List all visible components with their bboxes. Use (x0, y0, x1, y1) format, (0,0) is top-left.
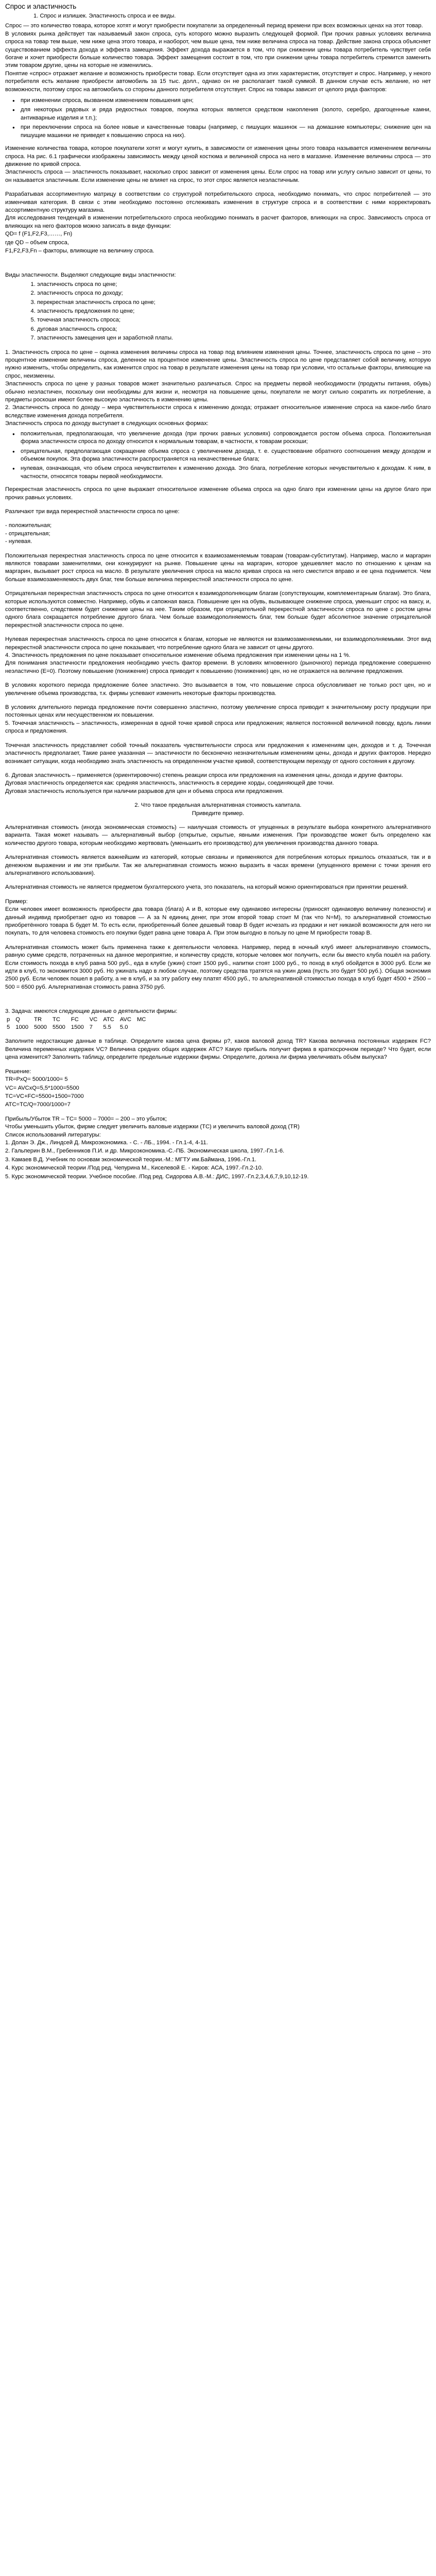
income-forms-list (5, 430, 431, 481)
table-row (5, 1024, 150, 1031)
formula-line: где QD – объем спроса, (5, 239, 69, 246)
factors-list (5, 97, 431, 140)
table-cell (135, 1024, 150, 1031)
table-cell: 1000 (15, 1024, 29, 1031)
table-cell: 5000 (34, 1024, 47, 1031)
paragraph-intro-1: Спрос — это количество товара, которое хотят и могут приобрести покупатели за определенный период времени при всех возможных ценах на этот товар. (5, 23, 423, 29)
paragraph-supply-long: В условиях длительного периода предложение почти совершенно эластично, поэтому увеличение спроса приводит к значительному росту продукции при постоянных ценах или несущественном их повышении. (5, 704, 431, 719)
cross-kinds-list (5, 522, 431, 546)
table-cell: 5 (7, 1024, 10, 1031)
table-cell: 7 (89, 1024, 93, 1031)
example-label: Пример: (5, 898, 28, 905)
list-item: 2. Гальперин В.М., Гребенников П.И. и др. Микроэкономика.-С.-ПБ. Экономическая школа, 1997.-Гл.1-6. (5, 1148, 285, 1155)
section-2-subheading: Приведите пример. (191, 810, 245, 817)
section-1-heading: 1. Спрос и излишек. Эластичность спроса и ее виды. (33, 13, 176, 19)
table-header-cell: p (7, 1016, 10, 1023)
firm-data-table (5, 1016, 150, 1032)
page-title: Спрос и эластичность (5, 3, 77, 10)
list-item: ● положительная, предполагающая, что увеличение дохода (при прочих равных условиях) сопровождается ростом объема спроса. Положительная форма эластичности спроса по доходу относится к нормальным товарам, в частности, к товарам роскоши; (21, 430, 431, 446)
list-item: 5. Курс экономической теории. Учебное пособие. /Под ред. Сидорова А.В.-М.: ДИС, 1997.-Гл.2,3,4,6,7,9,10,12-19. (5, 1173, 309, 1180)
solution-line: TR=PxQ= 5000/1000= 5 (5, 1076, 68, 1083)
list-item: 7. эластичность замещения цен и заработной платы. (37, 334, 431, 342)
paragraph-alt-cost-2: Альтернативная стоимость является важнейшим из категорий, которые связаны и применяются для потребления которых пришлось отказаться, так и в денежном выражении и им эти прибыли. Так же альтернативная стоимость можно выразить в часах времени (упущенного времени с точки зрения его альтернативного использования). (5, 854, 431, 876)
paragraph-trends: Для исследования тенденций в изменении потребительского спроса необходимо понимать в расчет факторов, влияющих на спрос. Зависимость спроса от влияющих на него факторов можно записать в виде функции: (5, 215, 431, 229)
paragraph-arc-elasticity-3: Дуговая эластичность используется при наличии разрывов для цен и объема спроса или предложения. (5, 788, 284, 794)
paragraph-example-2: Альтернативная стоимость может быть применена также к деятельности человека. Например, перед в ночный клуб имеет альтернативную стоимость, равную сумме средств, потраченных на данное мероприятие, и количеству средств, которые человек мог получить, если бы вместо клуба пошёл на работу. Если стоимость похода в клуб равна 500 руб., еда в клубе (ужин) стоит 1500 руб., напитки стоят 1000 руб., то поход в клуб обойдется в 3000 руб. Если же идти в клуб, то экономится 3000 руб. Но ужинать надо в любом случае, поэтому средства тратятся на ужин дома (пусть это будет 500 руб.). Общая экономия 2500 руб. Если человек пошел в работу, а не в клуб, и за эту работу ему платят 4500 руб., то альтернативной стоимостью похода в клуб будет 4500 + 2500 – 500 = 6500 руб. Альтернативная стоимость равна 3750 руб. (5, 944, 431, 990)
paragraph-supply-elasticity: 4. Эластичность предложения по цене показывает относительное изменение объема предложения при изменении цены на 1 %. (5, 652, 351, 659)
sources-list (5, 1139, 431, 1181)
task-heading: 3. Задача: имеются следующие данные о деятельности фирмы: (5, 1008, 178, 1015)
paragraph-cross-kinds-intro: Различают три вида перекрестной эластичности спроса по цене: (5, 508, 180, 515)
formula-line: F1,F2,F3,Fn – факторы, влияющие на величину спроса. (5, 247, 154, 254)
list-item: - отрицательная; (5, 530, 50, 537)
solution-heading: Решение: (5, 1068, 31, 1075)
table-header-row (5, 1016, 150, 1024)
paragraph-alt-cost: Альтернативная стоимость (иногда экономическая стоимость) — наилучшая стоимость от упущенных в результате выбора конкретного альтернативного варианта. Такая может называть — альтернативный выбор (открытые, скрытые, явными изменения. При производстве может быть определено как количество другого товара, которым необходимо жертвовать (уменьшить его производство) для увеличения производства данного товара. (5, 824, 431, 846)
paragraph-price-elasticity-2: Эластичность спроса по цене у разных товаров может значительно различаться. Спрос на предметы первой необходимости (продукты питания, обувь) обычно неэластичен, поскольку они необходимы для жизни и, несмотря на повышение цены, покупатели не могут сильно сократить их потребление, а предметы роскоши имеют более высокую эластичность в изменению цены. (5, 381, 431, 403)
section-2-heading: 2. Что такое предельная альтернативная стоимость капитала. (134, 802, 302, 809)
paragraph-arc-elasticity-2: Дуговая эластичность определяется как: средняя эластичность, эластичность в середине хорды, соединяющей две точки. (5, 780, 334, 787)
list-item: ● при переключении спроса на более новые и качественные товары (например, с пишущих машинок — на домашние компьютеры; снижение цен на пишущие машинки не приведет к повышению спроса на них). (21, 124, 431, 140)
types-list (5, 281, 431, 343)
paragraph-price-elasticity: 1. Эластичность спроса по цене – оценка изменения величины спроса на товар под влиянием изменения цены. Точнее, эластичность спроса по цене – это процентное изменение величины спроса, деленное на процентное изменение цены. Эластичность спроса по цене представляет собой величину, которую нужно изменить, чтобы определить, как изменится спрос на товар в результате изменения цены на товар при условии, что остальные факторы, влияющие на спрос, неизменны. (5, 349, 431, 379)
paragraph-alt-cost-3: Альтернативная стоимость не является предметом бухгалтерского учета, это показатель, на который можно ориентироваться при принятии решений. (5, 884, 408, 891)
list-item: 5. точечная эластичность спроса; (37, 316, 431, 324)
paragraph-point-elasticity-2: Точечная эластичность представляет собой точный показатель чувствительности спроса или предложения к изменениям цен, доходов и т. д. Точечная эластичность предполагает, Такие ранее указанная — эластичности по бесконечно незначительным изменениям цены, дохода и других факторов. Нередко возникает ситуации, когда необходимо знать эластичность на определенном участке кривой, соответствующем переходу от одного состояния к другому. (5, 742, 431, 765)
paragraph-point-elasticity: 5. Точечная эластичность – эластичность, измеренная в одной точке кривой спроса или предложения; является постоянной величиной поводу, вдоль линии спроса и предложения. (5, 720, 431, 735)
solution-line: TC=VC+FC=5500+1500=7000 (5, 1093, 84, 1099)
table-header-cell: MC (137, 1016, 146, 1023)
types-intro: Виды эластичности. Выделяют следующие виды эластичности: (5, 272, 176, 279)
paragraph-intro-2: В условиях рынка действует так называемый закон спроса, суть которого можно выразить следующей формой. При прочих равных условиях величина спроса на товар тем выше, чем ниже цена этого товара, и наоборот, чем выше цена, тем ниже величина спроса на товар. Действие закона спроса объясняет существованием эффекта дохода и эффекта замещения. Эффект дохода выражается в том, что при снижении цены товара потребитель чувствует себя богаче и хочет приобрести больше количество товара. Эффект замещения состоит в том, что при снижении цены товара потребитель стремится заменить этим товаром другие, цены на которые не изменились. (5, 30, 431, 69)
list-item: 4. Курс экономической теории /Под ред. Чепурина М., Киселевой Е. - Киров: АСА, 1997.-Гл.2-10. (5, 1165, 263, 1172)
table-header-cell: VC (89, 1016, 98, 1023)
paragraph-intro-3: Понятие «спрос» отражает желание и возможность приобрести товар. Если отсутствует одна из этих характеристик, отсутствует и спрос. Например, у некого потребителя есть желание приобрести автомобиль за 15 тыс. долл., однако он не располагает такой суммой. В данном случае есть желание, но нет возможности, поэтому спрос на автомобиль со стороны данного потребителя отсутствует. Спрос на товары зависит от целого ряда факторов: (5, 70, 431, 93)
paragraph-supply-elasticity-2: Для понимания эластичности предложения необходимо учесть фактор времени. В условиях мгновенного (рыночного) периода предложение совершенно неэластично (E=0). Поэтому повышение (понижение) спроса приводит к повышению (понижению) цен, но не отражается на величине предложения. (5, 660, 431, 674)
conclusion: Чтобы уменьшить убыток, фирме следует увеличить валовые издержки (TC) и увеличить валовой доход (TR) (5, 1124, 300, 1130)
paragraph-assortment: Разрабатывая ассортиментную матрицу в соответствии со структурой потребительского спроса, необходимо понимать, что спрос потребителей — это изменчивая категория. В связи с этим необходимо постоянно отслеживать изменения в структуре спроса и в соответствии с ними корректировать ассортиментную структуру магазина. (5, 191, 431, 213)
list-item: 3. Камаев В.Д. Учебник по основам экономической теории.-М.: МГТУ им.Баймана, 1996.-Гл.1. (5, 1156, 257, 1163)
table-header-cell: TR (34, 1016, 42, 1023)
document-page (0, 2, 436, 1202)
list-item: 4. эластичность предложения по цене; (37, 308, 431, 315)
table-cell: 5.5 (103, 1024, 111, 1031)
paragraph-cross-negative: Отрицательная перекрестная эластичность спроса по цене относится к взаимодополняющим благам (сопутствующим, комплементарным благам). Это блага, которые используются совместно. Например, обувь и сапожная вакса. Повышение цен на обувь, вызывающее снижение спроса, уменьшит спрос на ваксу, и, соответственно, следствием будет снижение цены на нее. Таким образом, при отрицательной перекрестной эластичности спроса по цене с ростом цены одного блага сокращается потребление другого блага. Чем больше взаимодополняемость благ, тем больше будет абсолютное значение отрицательной перекрестной эластичности спроса по цене. (5, 590, 431, 629)
paragraph-task-text: Заполните недостающие данные в таблице. Определите какова цена фирмы р?, каков валовой доход TR? Какова величина постоянных издержек FC? Величина переменных издержек VC? Величина средних общих издержек ATC? Какую прибыль получит фирма в краткосрочном периоде? Что будет, если цена изменится? Заполнить таблицу, определите предельные издержки фирмы. Определите, должна ли фирма увеличивать объём выпуска? (5, 1038, 431, 1061)
list-item: 1. эластичность спроса по цене; (37, 281, 431, 289)
solution-line: VC= AVCxQ=5,5*1000=5500 (5, 1084, 79, 1091)
table-header-cell: AVC (119, 1016, 132, 1023)
paragraph-example-1: Если человек имеет возможность приобрести два товара (блага) А и В, которые ему одинаково интересны (приносят одинаковую величину полезности) и данный индивид приобретает одно из товаров — А за N единиц денег, при этом второй товар стоит M (так что N=M), то альтернативной стоимостью приобретённого товара Б будет M. То есть если, приобретенный более дешевый товар В будет исчезать из продажи и нет никакой возможности для него ни покупать, то для человека стоимость его покупки будет равна цене товара А. При этом выгодно в пользу по цене М приобрести товар В. (5, 906, 431, 937)
table-cell: 1500 (71, 1024, 84, 1031)
formula-block (5, 230, 431, 255)
table-header-cell: FC (71, 1016, 79, 1023)
profit-line: Прибыль/Убыток TR – TC= 5000 – 7000= – 200 – это убыток; (5, 1115, 167, 1122)
paragraph-arc-elasticity: 6. Дуговая эластичность – применяется (ориентировочно) степень реакции спроса или предложения на изменения цены, дохода и другие факторы. (5, 772, 403, 778)
paragraph-cross-zero: Нулевая перекрестная эластичность спроса по цене относится к благам, которые не являются ни взаимозаменяемыми, ни взаимодополняемыми. Этот вид перекрестной эластичности спроса по цене показывает, что потребление одного блага не зависит от цены другого. (5, 636, 431, 651)
list-item: - нулевая. (5, 538, 32, 545)
list-item: 1. Долан Э. Дж., Линдсей Д. Микроэкономика. - С. - ЛБ., 1994. - Гл.1-4, 4-11. (5, 1139, 208, 1146)
list-item: ● при изменении спроса, вызванном изменением повышения цен; (21, 97, 431, 105)
table-cell: 5.0 (119, 1024, 128, 1031)
sources-heading: Список использований литературы: (5, 1131, 101, 1138)
solution-block (5, 1076, 431, 1109)
list-item: ● для некоторых рядовых и ряда редкостных товаров, покупка которых является средством накопления (золото, серебро, драгоценные камни, антикварные изделия и т.п.); (21, 106, 431, 122)
paragraph-demand-change: Изменение количества товара, которое покупатели хотят и могут купить, в зависимости от изменения цены этого товара называется изменением величины спроса. На рис. 6.1 графически изображены зависимость между ценой костюма и величиной спроса на него в магазине. Изменение величины спроса — это движение по кривой спроса. (5, 145, 431, 167)
paragraph-elasticity-def: Эластичность спроса — эластичность показывает, насколько спрос зависит от изменения цены. Если спрос на товар или услугу сильно зависит от цены, то он называется эластичным. Если изменение цены не влияет на спрос, то этот спрос является неэластичным. (5, 169, 431, 183)
solution-line: ATC=TC/Q=7000/1000=7 (5, 1101, 71, 1108)
table-cell: 5500 (53, 1024, 65, 1031)
paragraph-income-elasticity: 2. Эластичность спроса по доходу – мера чувствительности спроса к изменению дохода; отражает относительное изменение спроса на какое-либо благо вследствие изменения дохода потребителя. (5, 404, 431, 419)
paragraph-income-forms-intro: Эластичность спроса по доходу выступает в следующих основных формах: (5, 420, 208, 427)
table-header-cell: TC (53, 1016, 60, 1023)
list-item: - положительная; (5, 522, 52, 529)
list-item: 3. перекрестная эластичность спроса по цене; (37, 299, 431, 307)
table-header-cell: ATC (103, 1016, 114, 1023)
list-item: 2. эластичность спроса по доходу; (37, 290, 431, 297)
list-item: 6. дуговая эластичность спроса; (37, 326, 431, 333)
paragraph-cross-positive: Положительная перекрестная эластичность спроса по цене относится к взаимозаменяемым товарам (товарам-субститутам). Например, масло и маргарин являются товарами заменителями, они конкурируют на рынке. Повышение цены на маргарин, которое удешевляет масло по отношению к ценам на маргарин, вызывает рост спроса на масло. В результате увеличения спроса на масло кривая спроса на него сместится вправо и ее цена поднимется. Чем больше взаимозаменяемость двух благ, тем больше величина перекрестной эластичности спроса по цене. (5, 552, 431, 583)
paragraph-supply-short: В условиях короткого периода предложение более эластично. Это вызывается в том, что повышение спроса обусловливает не только рост цен, но и увеличение объема производства, т.к. фирмы успевают изменить некоторые факторы производства. (5, 682, 431, 697)
list-item: ● отрицательная, предполагающая сокращение объема спроса с увеличением дохода, т. е. существование обратного соотношения между доходом и объемом покупок. Эта форма эластичности распространяется на некачественные блага; (21, 448, 431, 464)
paragraph-cross-elasticity: Перекрестная эластичность спроса по цене выражает относительное изменение объема спроса на одно благо при изменении цены на другое благо при прочих равных условиях. (5, 486, 431, 501)
formula-line: QD= f (F1,F2,F3,……, Fn) (5, 231, 73, 238)
table-header-cell: Q (15, 1016, 20, 1023)
list-item: ● нулевая, означающая, что объем спроса нечувствителен к изменению дохода. Это блага, потребление которых нечувствительно к доходам. К ним, в частности, относятся товары первой необходимости. (21, 465, 431, 481)
